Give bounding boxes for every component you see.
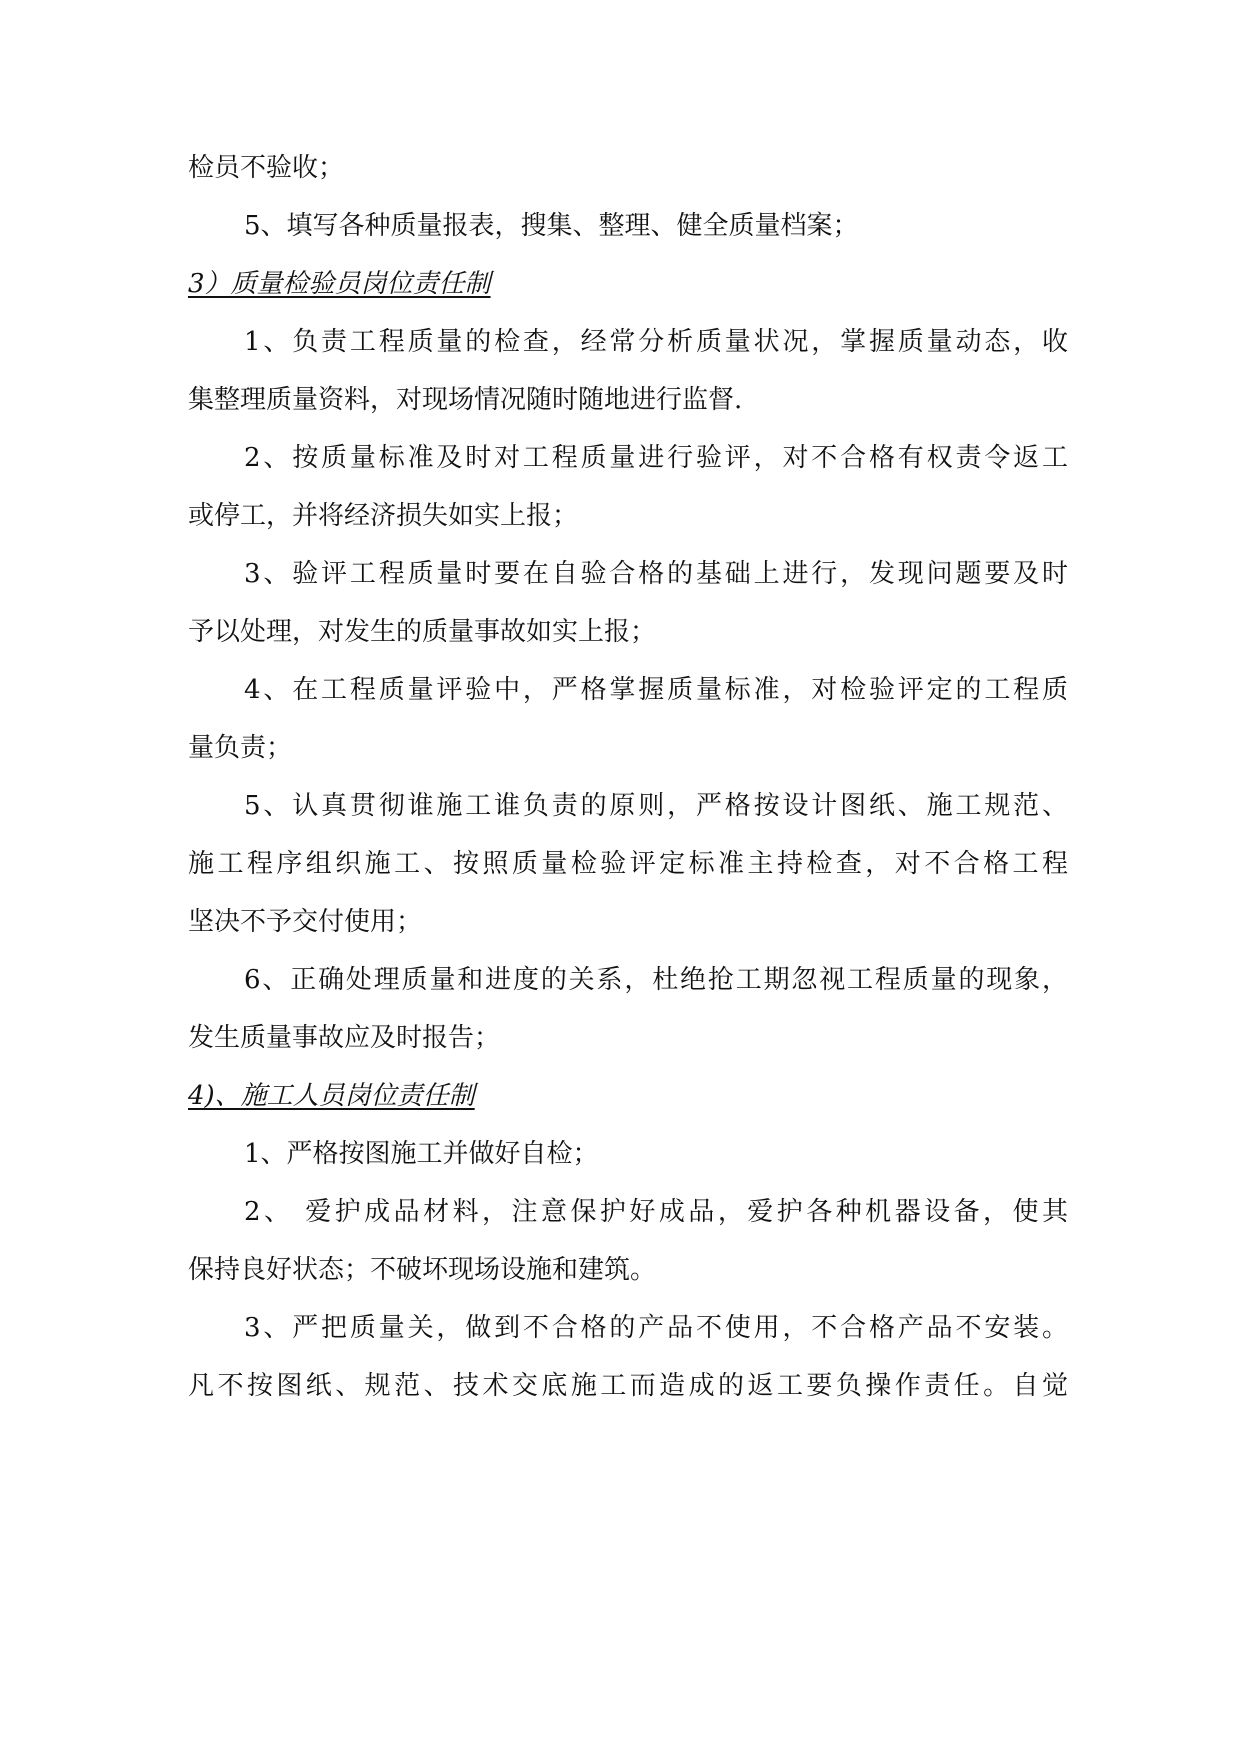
text-line: 发生质量事故应及时报告；	[188, 1023, 501, 1053]
list-item: 6、正确处理质量和进度的关系，杜绝抢工期忽视工程质量的现象，	[244, 965, 1068, 995]
section-heading: 3）质量检验员岗位责任制	[188, 269, 491, 299]
text-line: 或停工，并将经济损失如实上报；	[188, 501, 579, 531]
list-item: 1、负责工程质量的检查，经常分析质量状况，掌握质量动态，收	[244, 327, 1068, 357]
text-line: 集整理质量资料，对现场情况随时随地进行监督.	[188, 385, 743, 415]
list-item: 3、验评工程质量时要在自验合格的基础上进行，发现问题要及时	[244, 559, 1068, 589]
text-line: 凡不按图纸、规范、技术交底施工而造成的返工要负操作责任。自觉	[188, 1371, 1068, 1401]
text-line: 检员不验收；	[188, 153, 345, 183]
text-line: 施工程序组织施工、按照质量检验评定标准主持检查，对不合格工程	[188, 849, 1068, 879]
text-line: 予以处理，对发生的质量事故如实上报；	[188, 617, 657, 647]
text-line: 坚决不予交付使用；	[188, 907, 423, 937]
list-item: 3、严把质量关，做到不合格的产品不使用，不合格产品不安装。	[244, 1313, 1068, 1343]
list-item: 4、在工程质量评验中，严格掌握质量标准，对检验评定的工程质	[244, 675, 1068, 705]
text-line: 量负责；	[188, 733, 293, 763]
list-item: 2、按质量标准及时对工程质量进行验评，对不合格有权责令返工	[244, 443, 1068, 473]
list-item: 2、 爱护成品材料，注意保护好成品，爱护各种机器设备，使其	[244, 1197, 1068, 1227]
list-item: 5、填写各种质量报表，搜集、整理、健全质量档案；	[244, 211, 859, 241]
text-line: 保持良好状态；不破坏现场设施和建筑。	[188, 1255, 657, 1285]
list-item: 1、严格按图施工并做好自检；	[244, 1139, 599, 1169]
section-heading: 4)、施工人员岗位责任制	[188, 1081, 475, 1111]
list-item: 5、认真贯彻谁施工谁负责的原则，严格按设计图纸、施工规范、	[244, 791, 1068, 821]
